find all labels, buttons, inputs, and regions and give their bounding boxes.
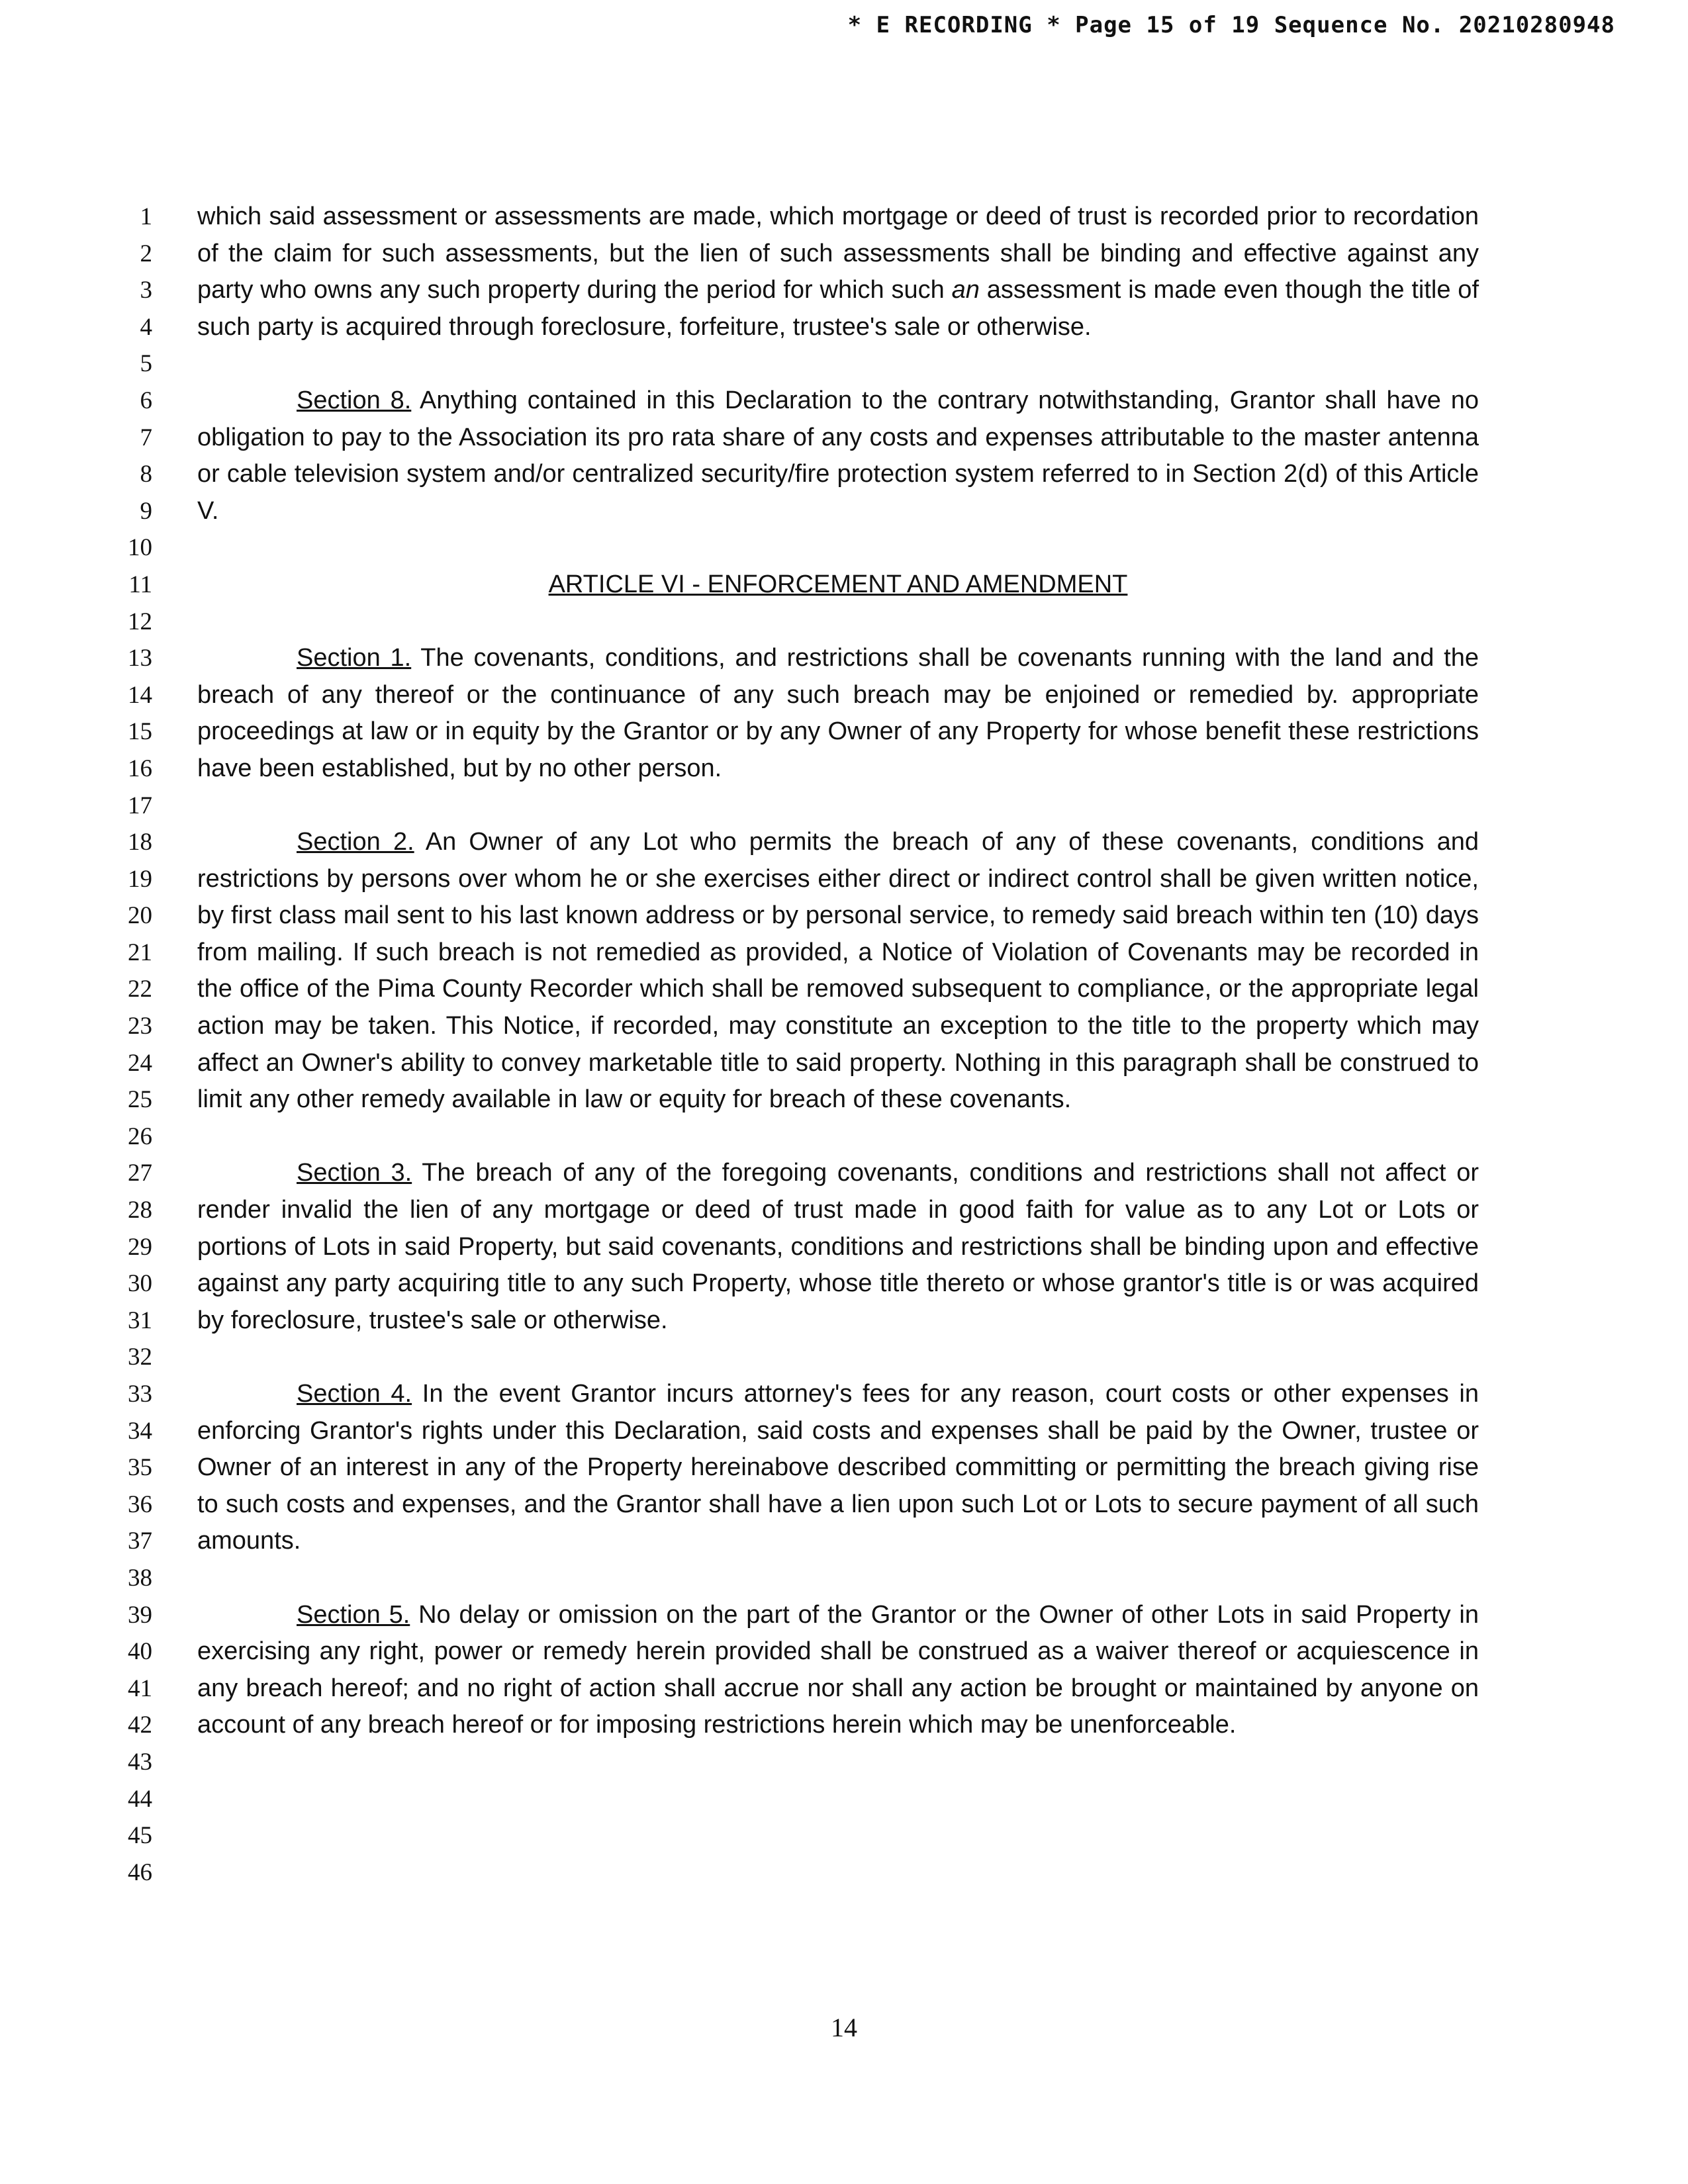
line-number: 22 xyxy=(128,976,152,1003)
line-number: 10 xyxy=(128,534,152,562)
paragraph-assessment-lien: which said assessment or assessments are made, which mortgage or deed of trust is recorded prior to recordation of the claim for such assessments, but the lien of such assessments shall be binding and effective against any party who owns any such property during the period for which such an assessment is made even though the title of such party is acquired through foreclosure, forfeiture, trustee's sale or otherwise. xyxy=(197,203,1479,341)
line-number: 16 xyxy=(128,754,152,782)
line-number: 19 xyxy=(128,865,152,893)
line-number: 38 xyxy=(128,1564,152,1592)
paragraph-section-2: Section 2. An Owner of any Lot who permits the breach of any of these covenants, conditions and restrictions by persons over whom he or she exercises either direct or indirect control shall be given written notice, by first class mail sent to his last known address or by personal service, to remedy said breach within ten (10) days from mailing. If such breach is not remedied as provided, a Notice of Violation of Covenants may be recorded in the office of the Pima County Recorder which shall be removed subsequent to compliance, or the appropriate legal action may be taken. This Notice, if recorded, may constitute an exception to the title to the property which may affect an Owner's ability to convey marketable title to said property. Nothing in this paragraph shall be construed to limit any other remedy available in law or equity for breach of these covenants. xyxy=(197,828,1479,1114)
line-number: 24 xyxy=(128,1049,152,1077)
line-number: 3 xyxy=(140,277,152,304)
line-number: 27 xyxy=(128,1160,152,1187)
line-number: 34 xyxy=(128,1417,152,1445)
line-number: 11 xyxy=(128,570,152,598)
line-number: 28 xyxy=(128,1197,152,1224)
line-number: 20 xyxy=(128,902,152,930)
line-number: 40 xyxy=(128,1638,152,1666)
line-number: 42 xyxy=(128,1711,152,1739)
line-number: 9 xyxy=(140,497,152,525)
section-label: Section 8. xyxy=(297,386,412,414)
section-label: Section 3. xyxy=(297,1159,412,1187)
line-number: 12 xyxy=(128,608,152,635)
line-number: 35 xyxy=(128,1454,152,1482)
line-number: 39 xyxy=(128,1601,152,1629)
line-number: 23 xyxy=(128,1013,152,1040)
line-number-column xyxy=(99,199,152,1891)
italic-word: an xyxy=(951,276,980,304)
section-label: Section 1. xyxy=(297,644,412,672)
line-number: 7 xyxy=(140,424,152,451)
line-number: 26 xyxy=(128,1122,152,1150)
paragraph-section-1: Section 1. The covenants, conditions, and restrictions shall be covenants running with the land and the breach of any thereof or the continuance of any such breach may be enjoined or remedied by. appropriate proceedings at law or in equity by the Grantor or by any Owner of any Property for whose benefit these restrictions have been established, but by no other person. xyxy=(197,644,1479,782)
section-label: Section 4. xyxy=(297,1380,412,1408)
section-label: Section 5. xyxy=(297,1600,410,1629)
line-number: 37 xyxy=(128,1527,152,1555)
line-number: 46 xyxy=(128,1858,152,1886)
line-number: 2 xyxy=(140,240,152,267)
line-number: 18 xyxy=(128,829,152,856)
paragraph-section-4: Section 4. In the event Grantor incurs attorney's fees for any reason, court costs or other expenses in enforcing Grantor's rights under this Declaration, said costs and expenses shall be paid by the Owner, trustee or Owner of an interest in any of the Property hereinabove described committing or permitting the breach giving rise to such costs and expenses, and the Grantor shall have a lien upon such Lot or Lots to secure payment of all such amounts. xyxy=(197,1380,1479,1555)
line-number: 36 xyxy=(128,1490,152,1518)
line-number: 8 xyxy=(140,461,152,488)
line-number: 33 xyxy=(128,1381,152,1408)
line-number: 29 xyxy=(128,1233,152,1261)
line-number: 30 xyxy=(128,1270,152,1298)
line-number: 21 xyxy=(128,938,152,966)
article-heading: ARTICLE VI - ENFORCEMENT AND AMENDMENT xyxy=(548,570,1128,598)
line-number: 6 xyxy=(140,387,152,414)
line-number: 32 xyxy=(128,1343,152,1371)
paragraph-section-8: Section 8. Anything contained in this Declaration to the contrary notwithstanding, Grantor shall have no obligation to pay to the Association its pro rata share of any costs and expenses attributable to the master antenna or cable television system and/or centralized security/fire protection system referred to in Section 2(d) of this Article V. xyxy=(197,386,1479,525)
line-number: 31 xyxy=(128,1306,152,1334)
line-number: 44 xyxy=(128,1785,152,1813)
paragraph-section-5: Section 5. No delay or omission on the part of the Grantor or the Owner of other Lots in said Property in exercising any right, power or remedy herein provided shall be construed as a waiver thereof or acquiescence in any breach hereof; and no right of action shall accrue nor shall any action be brought or maintained by anyone on account of any breach hereof or for imposing restrictions herein which may be unenforceable. xyxy=(197,1600,1479,1739)
paragraph-section-3: Section 3. The breach of any of the foregoing covenants, conditions and restrictions shall not affect or render invalid the lien of any mortgage or deed of trust made in good faith for value as to any Lot or Lots or portions of Lots in said Property, but said covenants, conditions and restrictions shall be binding upon and effective against any party acquiring title to any such Property, whose title thereto or whose grantor's title is or was acquired by foreclosure, trustee's sale or otherwise. xyxy=(197,1159,1479,1334)
line-number: 1 xyxy=(140,203,152,230)
recording-header: * E RECORDING * Page 15 of 19 Sequence No. 20210280948 xyxy=(847,12,1615,38)
line-number: 43 xyxy=(128,1748,152,1776)
line-number: 15 xyxy=(128,718,152,746)
line-number: 41 xyxy=(128,1674,152,1702)
line-number: 17 xyxy=(128,792,152,819)
line-number: 5 xyxy=(140,350,152,378)
line-number: 25 xyxy=(128,1086,152,1114)
line-number: 13 xyxy=(128,645,152,672)
line-number: 4 xyxy=(140,313,152,341)
line-number: 45 xyxy=(128,1822,152,1850)
line-number: 14 xyxy=(128,681,152,709)
section-label: Section 2. xyxy=(297,828,414,856)
document-body xyxy=(197,199,1479,1781)
page-number: 14 xyxy=(831,2013,857,2042)
